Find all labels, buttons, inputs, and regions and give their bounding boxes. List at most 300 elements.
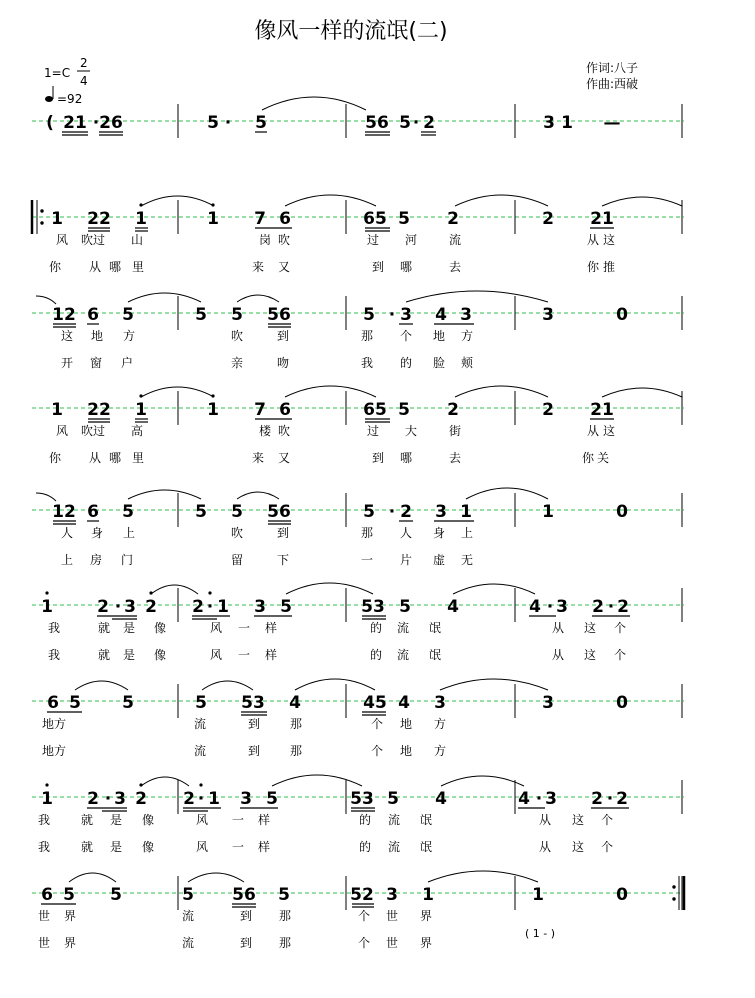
lyric-verse-2: 哪: [108, 451, 122, 465]
note: ·: [606, 789, 614, 809]
note: 2: [591, 789, 603, 809]
note: 12: [52, 305, 76, 325]
lyric-verse-2: 你: [581, 451, 595, 465]
lyric-verse-1: 世: [385, 909, 399, 923]
note: 2: [145, 597, 157, 617]
lyric-verse-1: 从: [586, 424, 600, 438]
note: 6: [41, 885, 53, 905]
note: ·: [206, 597, 214, 617]
note: ·: [535, 789, 543, 809]
lyric-verse-2: 氓: [428, 648, 442, 662]
lyric-verse-1: 流: [181, 909, 195, 923]
lyric-verse-1: 界: [63, 909, 77, 923]
note: 3: [386, 885, 398, 905]
lyric-verse-2: 关: [596, 451, 610, 465]
lyric-verse-2: 推: [602, 260, 616, 274]
note: 5: [231, 305, 243, 325]
lyric-verse-2: 片: [399, 553, 413, 567]
lyric-verse-1: 像: [141, 813, 155, 827]
lyric-verse-2: 地方: [41, 744, 67, 758]
note: 5: [255, 113, 267, 133]
lyric-verse-2: 一: [360, 553, 374, 567]
note: 1: [135, 400, 147, 420]
note: ·: [607, 597, 615, 617]
note: 3: [114, 789, 126, 809]
lyric-verse-1: 我: [37, 813, 51, 827]
note: 2: [400, 502, 412, 522]
lyric-verse-1: 就: [97, 621, 111, 635]
lyric-verse-1: 是: [109, 813, 123, 827]
lyric-verse-1: 流: [448, 233, 462, 247]
lyric-verse-2: 样: [264, 648, 278, 662]
note: 1: [542, 502, 554, 522]
lyric-verse-1: 岗: [258, 233, 272, 247]
lyric-verse-2: 颊: [460, 356, 474, 370]
lyric-verse-2: 个: [613, 648, 627, 662]
note: 12: [52, 502, 76, 522]
lyric-verse-1: 吹: [230, 329, 244, 343]
octave-dot: [139, 203, 142, 206]
note: 1: [561, 113, 573, 133]
note: 3: [543, 113, 555, 133]
lyric-verse-1: 那: [360, 329, 374, 343]
note: 4: [529, 597, 541, 617]
lyric-verse-2: 流: [193, 744, 207, 758]
note: 5: [69, 693, 81, 713]
octave-dot: [45, 783, 48, 786]
lyric-verse-2: 去: [448, 260, 462, 274]
lyric-verse-2: 脸: [432, 356, 446, 370]
lyric-verse-1: 河: [404, 233, 418, 247]
note: 2: [542, 400, 554, 420]
note: 56: [365, 113, 389, 133]
lyric-verse-2: 到: [371, 451, 385, 465]
lyric-verse-1: 流: [396, 621, 410, 635]
lyric-verse-1: 风: [55, 424, 69, 438]
lyric-verse-2: 哪: [399, 260, 413, 274]
note: 3: [542, 305, 554, 325]
note: 7: [254, 209, 266, 229]
lyric-verse-1: 地: [399, 717, 413, 731]
note: 21: [590, 209, 614, 229]
lyric-verse-2: 就: [97, 648, 111, 662]
slur: [406, 291, 548, 302]
lyric-verse-1: 吹: [277, 233, 291, 247]
note: ·: [114, 597, 122, 617]
lyric-verse-1: 吹: [230, 526, 244, 540]
note: 21: [63, 113, 87, 133]
lyric-verse-1: 风: [209, 621, 223, 635]
lyric-verse-2: 又: [277, 451, 291, 465]
note: ·: [388, 502, 396, 522]
lyric-verse-1: 从: [538, 813, 552, 827]
note: 1: [532, 885, 544, 905]
slur: [69, 873, 116, 882]
note: 1: [208, 789, 220, 809]
lyric-verse-1: 界: [419, 909, 433, 923]
lyric-verse-2: 到: [371, 260, 385, 274]
lyric-verse-1: 到: [276, 329, 290, 343]
lyric-verse-2: 个: [357, 936, 371, 950]
note: 5: [122, 693, 134, 713]
slur: [466, 488, 548, 499]
lyric-verse-2: 流: [396, 648, 410, 662]
lyric-verse-2: 亲: [230, 356, 244, 370]
lyric-verse-1: 这: [583, 621, 597, 635]
slur: [285, 195, 376, 206]
lyric-verse-2: 无: [460, 553, 474, 567]
lyric-verse-1: 从: [551, 621, 565, 635]
lyric-verse-2: 来: [251, 451, 265, 465]
lyric-verse-2: 样: [257, 840, 271, 854]
ending-note: ( 1 - ): [525, 927, 556, 940]
lyric-verse-2: 里: [131, 260, 145, 274]
repeat-dot: [672, 885, 675, 888]
lyric-verse-2: 个: [370, 744, 384, 758]
slur: [440, 679, 548, 690]
note: 4: [435, 789, 447, 809]
lyric-verse-1: 过: [366, 233, 380, 247]
lyric-verse-1: 样: [257, 813, 271, 827]
note: 2: [542, 209, 554, 229]
note: 1: [41, 789, 53, 809]
lyric-verse-1: 风: [55, 233, 69, 247]
lyric-verse-1: 的: [369, 621, 383, 635]
lyric-verse-1: 地: [90, 329, 104, 343]
note: 2: [423, 113, 435, 133]
lyric-verse-1: 人: [60, 526, 74, 540]
note: 4: [398, 693, 410, 713]
note: 5: [363, 305, 375, 325]
slur: [128, 490, 201, 499]
time-signature-top: 2: [80, 56, 88, 70]
lyric-verse-1: 样: [264, 621, 278, 635]
tie-continuation: [36, 493, 56, 501]
lyric-verse-2: 氓: [419, 840, 433, 854]
lyric-verse-1: 这: [571, 813, 585, 827]
note: 3: [124, 597, 136, 617]
lyric-verse-2: 我: [47, 648, 61, 662]
note: 4: [518, 789, 530, 809]
lyric-verse-2: 像: [141, 840, 155, 854]
lyric-verse-2: 门: [120, 553, 134, 567]
note: 6: [87, 502, 99, 522]
note: ·: [412, 113, 420, 133]
lyric-verse-2: 风: [195, 840, 209, 854]
note: 53: [241, 693, 265, 713]
lyric-verse-1: 个: [600, 813, 614, 827]
note: 1: [422, 885, 434, 905]
note: 2: [87, 789, 99, 809]
tempo-marking: =92: [57, 92, 83, 106]
note: 65: [363, 209, 387, 229]
lyric-verse-2: 我: [37, 840, 51, 854]
lyric-verse-2: 到: [247, 744, 261, 758]
note: 6: [47, 693, 59, 713]
note: 5: [195, 502, 207, 522]
time-signature-bottom: 4: [80, 74, 88, 88]
lyric-verse-1: 氓: [419, 813, 433, 827]
note: 3: [435, 502, 447, 522]
note: 2: [617, 597, 629, 617]
note: 5: [122, 502, 134, 522]
lyric-verse-2: 从: [88, 451, 102, 465]
lyric-verse-1: 一: [231, 813, 245, 827]
note: 5: [398, 400, 410, 420]
note: 3: [254, 597, 266, 617]
slur: [602, 197, 682, 206]
note: 0: [616, 885, 628, 905]
lyric-verse-1: 个: [370, 717, 384, 731]
lyric-verse-2: 从: [88, 260, 102, 274]
lyric-verse-2: 虚: [432, 553, 446, 567]
note: 22: [87, 400, 111, 420]
note: 1: [207, 209, 219, 229]
lyric-verse-1: 的: [358, 813, 372, 827]
octave-dot: [208, 591, 211, 594]
lyric-verse-2: 留: [230, 553, 244, 567]
lyric-verse-1: 这: [602, 233, 616, 247]
lyric-verse-2: 流: [181, 936, 195, 950]
note: ·: [197, 789, 205, 809]
note: 2: [183, 789, 195, 809]
note: 2: [592, 597, 604, 617]
lyric-verse-2: 的: [369, 648, 383, 662]
lyric-verse-1: 吹: [277, 424, 291, 438]
note: 26: [99, 113, 123, 133]
octave-dot: [139, 394, 142, 397]
note: 6: [279, 209, 291, 229]
key-signature: 1=C: [44, 66, 71, 80]
slur: [428, 871, 538, 882]
lyric-verse-1: 我: [47, 621, 61, 635]
note: 3: [556, 597, 568, 617]
lyric-verse-2: 地: [399, 744, 413, 758]
lyric-verse-2: 界: [419, 936, 433, 950]
note: 3: [240, 789, 252, 809]
lyric-verse-1: 那: [289, 717, 303, 731]
repeat-dot: [40, 209, 43, 212]
page-title: 像风一样的流氓(二): [254, 19, 448, 44]
note: 3: [434, 693, 446, 713]
note: 5: [399, 113, 411, 133]
lyric-verse-2: 你: [586, 260, 600, 274]
lyric-verse-1: 那: [360, 526, 374, 540]
note: 3: [545, 789, 557, 809]
note: —: [603, 113, 621, 133]
lyric-verse-1: 大: [404, 424, 418, 438]
octave-dot: [211, 203, 214, 206]
note: 53: [361, 597, 385, 617]
note: 4: [435, 305, 447, 325]
note: 3: [400, 305, 412, 325]
lyric-verse-1: 地: [432, 329, 446, 343]
note: 6: [279, 400, 291, 420]
note: 5: [398, 209, 410, 229]
slur: [262, 97, 366, 110]
slur: [188, 873, 244, 882]
note: 3: [542, 693, 554, 713]
lyric-verse-1: 地方: [41, 717, 67, 731]
note: 7: [254, 400, 266, 420]
lyric-verse-1: 世: [37, 909, 51, 923]
lyric-verse-1: 一: [237, 621, 251, 635]
lyric-verse-2: 又: [277, 260, 291, 274]
note: 2: [447, 209, 459, 229]
lyric-verse-1: 到: [239, 909, 253, 923]
note: 52: [350, 885, 374, 905]
note: 0: [616, 502, 628, 522]
lyric-verse-2: 世: [385, 936, 399, 950]
octave-dot: [211, 394, 214, 397]
lyric-verse-1: 是: [122, 621, 136, 635]
note: 0: [616, 305, 628, 325]
lyric-verse-2: 就: [80, 840, 94, 854]
note: 5: [399, 597, 411, 617]
note: 0: [616, 693, 628, 713]
note: 6: [87, 305, 99, 325]
lyric-verse-2: 一: [237, 648, 251, 662]
lyric-verse-1: 吹过: [80, 424, 106, 438]
lyric-verse-2: 从: [551, 648, 565, 662]
composer-credit: 作曲:西破: [586, 77, 639, 91]
repeat-dot: [40, 221, 43, 224]
note: 56: [267, 502, 291, 522]
lyric-verse-1: 过: [366, 424, 380, 438]
repeat-dot: [672, 897, 675, 900]
lyric-verse-1: 方: [460, 329, 474, 343]
lyric-verse-1: 风: [195, 813, 209, 827]
score-rows: [32, 97, 684, 950]
slur: [285, 386, 376, 397]
note: 5: [363, 502, 375, 522]
lyric-verse-2: 哪: [108, 260, 122, 274]
lyric-verse-2: 里: [131, 451, 145, 465]
note: 5: [122, 305, 134, 325]
lyric-verse-1: 从: [586, 233, 600, 247]
lyric-verse-2: 房: [89, 553, 103, 567]
slur: [272, 775, 362, 786]
note: 1: [460, 502, 472, 522]
lyric-verse-1: 那: [278, 909, 292, 923]
lyric-verse-1: 楼: [258, 424, 272, 438]
note: 2: [135, 789, 147, 809]
note: 65: [363, 400, 387, 420]
lyric-verse-2: 窗: [89, 356, 103, 370]
lyric-verse-2: 来: [251, 260, 265, 274]
note: (: [46, 113, 54, 133]
lyric-verse-2: 户: [120, 356, 134, 370]
note: ·: [546, 597, 554, 617]
note: 5: [195, 305, 207, 325]
lyric-verse-2: 的: [358, 840, 372, 854]
lyric-verse-2: 的: [399, 356, 413, 370]
note: 5: [231, 502, 243, 522]
lyric-verse-2: 是: [122, 648, 136, 662]
lyric-verse-1: 身: [432, 526, 446, 540]
slur: [128, 293, 201, 302]
note: 5: [110, 885, 122, 905]
note: 5: [207, 113, 219, 133]
lyricist-credit: 作词:八子: [586, 61, 639, 75]
note: 45: [363, 693, 387, 713]
note: 5: [63, 885, 75, 905]
lyric-verse-2: 风: [209, 648, 223, 662]
lyric-verse-1: 流: [193, 717, 207, 731]
note: ·: [224, 113, 232, 133]
lyric-verse-1: 街: [448, 424, 462, 438]
note: 5: [266, 789, 278, 809]
lyric-verse-1: 这: [60, 329, 74, 343]
note: 1: [135, 209, 147, 229]
lyric-verse-1: 上: [460, 526, 474, 540]
tie-continuation: [36, 296, 56, 304]
octave-dot: [149, 591, 152, 594]
lyric-verse-2: 到: [239, 936, 253, 950]
octave-dot: [199, 783, 202, 786]
note: 56: [232, 885, 256, 905]
note: ·: [104, 789, 112, 809]
lyric-verse-2: 这: [571, 840, 585, 854]
lyric-verse-1: 像: [153, 621, 167, 635]
note: ·: [388, 305, 396, 325]
note: 4: [289, 693, 301, 713]
lyric-verse-1: 山: [130, 233, 144, 247]
lyric-verse-2: 我: [360, 356, 374, 370]
lyric-verse-2: 界: [63, 936, 77, 950]
slur: [237, 492, 279, 499]
lyric-verse-1: 就: [80, 813, 94, 827]
lyric-verse-1: 吹过: [80, 233, 106, 247]
slur: [602, 388, 682, 397]
note: 3: [460, 305, 472, 325]
lyric-verse-2: 你: [48, 451, 62, 465]
lyric-verse-2: 上: [60, 553, 74, 567]
note: 2: [192, 597, 204, 617]
lyric-verse-2: 哪: [399, 451, 413, 465]
note: 1: [207, 400, 219, 420]
slur: [151, 585, 198, 594]
slur: [455, 195, 548, 206]
lyric-verse-2: 开: [60, 356, 74, 370]
note: 56: [267, 305, 291, 325]
lyric-verse-2: 世: [37, 936, 51, 950]
lyric-verse-2: 个: [600, 840, 614, 854]
lyric-verse-1: 高: [130, 424, 144, 438]
note: 21: [590, 400, 614, 420]
note: 2: [616, 789, 628, 809]
lyric-verse-1: 流: [387, 813, 401, 827]
lyric-verse-2: 去: [448, 451, 462, 465]
lyric-verse-1: 方: [122, 329, 136, 343]
lyric-verse-2: 一: [231, 840, 245, 854]
slur: [202, 681, 253, 690]
lyric-verse-2: 从: [538, 840, 552, 854]
note: 5: [195, 693, 207, 713]
slur: [75, 681, 128, 690]
lyric-verse-2: 下: [276, 553, 290, 567]
lyric-verse-2: 方: [433, 744, 447, 758]
note: 53: [350, 789, 374, 809]
lyric-verse-1: 身: [90, 526, 104, 540]
slur: [286, 583, 373, 594]
lyric-verse-1: 人: [399, 526, 413, 540]
lyric-verse-2: 流: [387, 840, 401, 854]
slur: [455, 386, 548, 397]
lyric-verse-1: 到: [276, 526, 290, 540]
lyric-verse-2: 那: [278, 936, 292, 950]
note: 2: [447, 400, 459, 420]
